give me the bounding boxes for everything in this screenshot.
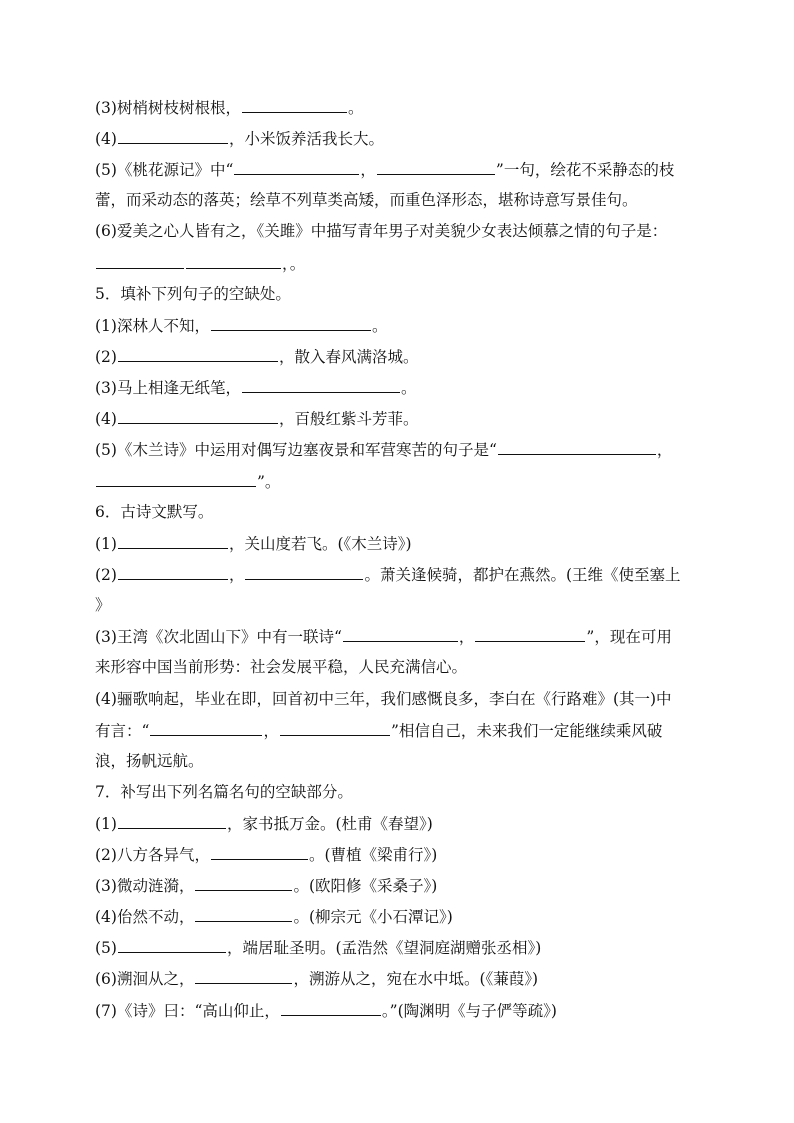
line-text: (4) [95, 130, 117, 148]
line-text: 。 [347, 99, 364, 117]
text-line [95, 346, 705, 367]
answer-blank[interactable] [118, 564, 228, 580]
line-text: ”一句，绘花不采静态的枝 [495, 161, 675, 179]
answer-blank[interactable] [343, 626, 458, 642]
line-text: ”，现在可用 [586, 628, 672, 646]
line-text: (3)马上相逢无纸笔， [95, 379, 241, 397]
line-text: 有言：“ [95, 722, 150, 740]
line-text: ，端居耻圣明。(孟浩然《望洞庭湖赠张丞相》) [226, 939, 542, 957]
line-text: 。 [289, 255, 306, 273]
line-text: ，小米饭养活我长大。 [228, 130, 384, 148]
line-text: (4) [95, 410, 117, 428]
answer-blank[interactable] [195, 906, 292, 922]
line-text: (2) [95, 566, 117, 584]
line-text: ，溯游从之，宛在水中坻。(《蒹葭》) [293, 970, 539, 988]
answer-blank[interactable] [211, 315, 371, 331]
line-text: ， [282, 255, 290, 273]
text-line [95, 408, 705, 429]
text-line [95, 253, 705, 274]
text-line [95, 813, 705, 834]
answer-blank[interactable] [242, 97, 347, 113]
line-text: ， [263, 722, 279, 740]
line-text: ， [656, 441, 673, 459]
answer-blank[interactable] [150, 720, 262, 736]
line-text: (1) [95, 815, 117, 833]
line-text: 5．填补下列句子的空缺处。 [95, 285, 291, 303]
text-line [95, 1000, 705, 1021]
line-text: (6)溯洄从之， [95, 970, 195, 988]
answer-blank[interactable] [234, 159, 359, 175]
line-text: ”。 [257, 473, 281, 491]
answer-blank[interactable] [118, 346, 278, 362]
line-text: ， [228, 566, 245, 584]
line-text: 。(曹植《梁甫行》) [308, 846, 438, 864]
line-text: ”相信自己，未来我们一定能继续乘风破 [390, 722, 663, 740]
line-text: (1)深林人不知， [95, 317, 210, 335]
text-line [95, 595, 705, 615]
text-line [95, 689, 705, 709]
line-text: (4)佁然不动， [95, 908, 195, 926]
text-line [95, 782, 705, 802]
text-line [95, 315, 705, 336]
line-text: (3)微动涟漪， [95, 877, 195, 895]
line-text: (3)树梢树枝树根根， [95, 99, 241, 117]
line-text: (1) [95, 535, 117, 553]
answer-blank[interactable] [118, 813, 226, 829]
line-text: 。”(陶渊明《与子俨等疏》) [381, 1002, 557, 1020]
answer-blank[interactable] [498, 439, 656, 455]
line-text: (3)王湾《次北固山下》中有一联诗“ [95, 628, 342, 646]
answer-blank[interactable] [118, 128, 228, 144]
line-text: ，关山度若飞。(《木兰诗》) [228, 535, 412, 553]
answer-blank[interactable] [242, 377, 400, 393]
line-text: (5)《木兰诗》中运用对偶写边塞夜景和军营寒苦的句子是“ [95, 441, 497, 459]
text-line [95, 439, 705, 460]
line-text: 。 [371, 317, 388, 335]
text-line [95, 626, 705, 647]
answer-blank[interactable] [281, 1000, 381, 1016]
text-line [95, 97, 705, 118]
text-line [95, 564, 705, 585]
line-text: (5) [95, 939, 117, 957]
line-text: ， [360, 161, 376, 179]
text-line [95, 906, 705, 927]
line-text: 。 [400, 379, 417, 397]
answer-blank[interactable] [280, 720, 390, 736]
line-text: ，百般红紫斗芳菲。 [278, 410, 419, 428]
line-text: 来形容中国当前形势：社会发展平稳，人民充满信心。 [95, 658, 468, 676]
line-text: 》 [95, 596, 111, 614]
answer-blank[interactable] [118, 408, 278, 424]
line-text: (5)《桃花源记》中“ [95, 161, 234, 179]
answer-blank[interactable] [186, 253, 281, 269]
text-line [95, 533, 705, 554]
text-line [95, 875, 705, 896]
line-text: 6．古诗文默写。 [95, 503, 214, 521]
text-line [95, 471, 705, 492]
text-line [95, 502, 705, 522]
answer-blank[interactable] [118, 533, 228, 549]
answer-blank[interactable] [96, 471, 256, 487]
text-line [95, 377, 705, 398]
text-line [95, 657, 705, 677]
line-text: (2)八方各异气， [95, 846, 210, 864]
answer-blank[interactable] [211, 844, 308, 860]
text-line [95, 159, 705, 180]
line-text: (2) [95, 348, 117, 366]
answer-blank[interactable] [96, 253, 184, 269]
line-text: 7．补写出下列名篇名句的空缺部分。 [95, 783, 353, 801]
line-text: ， [458, 628, 475, 646]
answer-blank[interactable] [245, 564, 363, 580]
text-line [95, 221, 705, 241]
answer-blank[interactable] [195, 968, 292, 984]
line-text: (7)《诗》曰：“高山仰止， [95, 1002, 280, 1020]
text-line [95, 284, 705, 304]
line-text: 浪，扬帆远航。 [95, 752, 204, 770]
text-line [95, 968, 705, 989]
line-text: ，散入春风满洛城。 [278, 348, 419, 366]
answer-blank[interactable] [475, 626, 585, 642]
answer-blank[interactable] [195, 875, 292, 891]
line-text: 。萧关逢候骑，都护在燕然。(王维《使至塞上 [364, 566, 681, 584]
text-line [95, 844, 705, 865]
text-line [95, 128, 705, 149]
text-line [95, 751, 705, 771]
line-text: 蕾，而采动态的落英；绘草不列草类高矮，而重色泽形态，堪称诗意写景佳句。 [95, 191, 638, 209]
answer-blank[interactable] [377, 159, 495, 175]
line-text: 。(欧阳修《采桑子》) [293, 877, 438, 895]
text-line [95, 190, 705, 210]
line-text: (6)爱美之心人皆有之，《关雎》中描写青年男子对美貌少女表达倾慕之情的句子是： [95, 222, 668, 240]
line-text: ，家书抵万金。(杜甫《春望》) [226, 815, 433, 833]
text-line [95, 937, 705, 958]
text-line [95, 720, 705, 741]
line-text: (4)骊歌响起，毕业在即，回首初中三年，我们感慨良多，李白在《行路难》(其一)中 [95, 690, 672, 708]
answer-blank[interactable] [118, 937, 226, 953]
line-text: 。(柳宗元《小石潭记》) [293, 908, 453, 926]
